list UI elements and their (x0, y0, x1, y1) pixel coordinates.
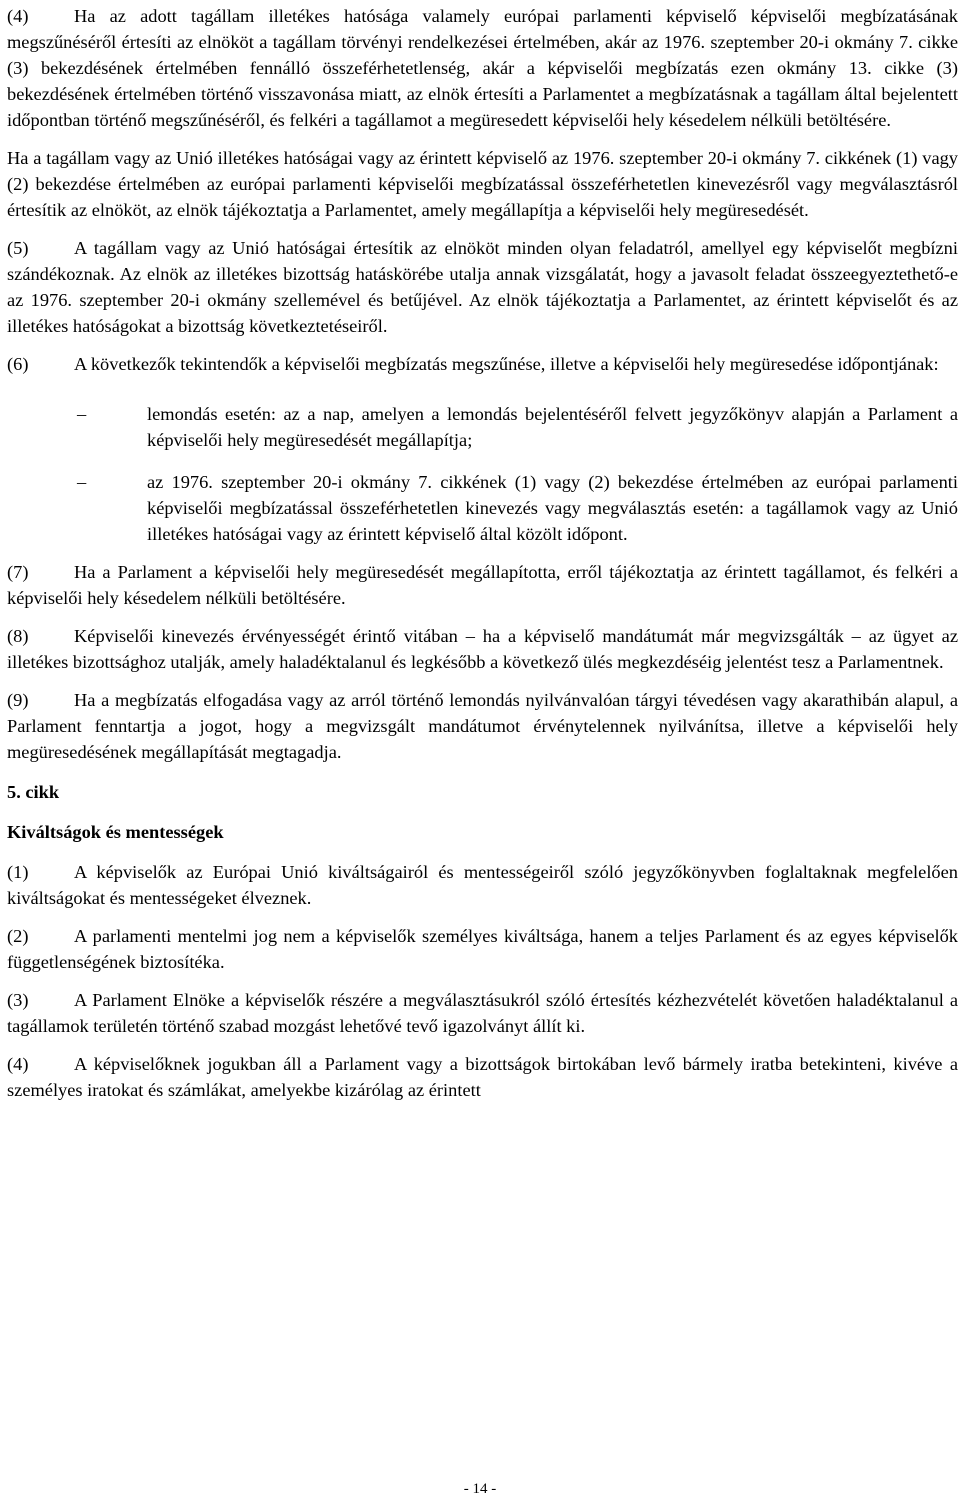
document-page (7, 3, 958, 1115)
paragraph-text: Ha a tagállam vagy az Unió illetékes hatóságai vagy az érintett képviselő az 1976. szeptember 20-i okmány 7. cikkének (1) vagy (2) bekezdése értelmében az európai parlamenti képviselői megbízatással összeférhetetlen kinevezésről vagy megválasztásról értesítik az elnököt, az elnök tájékoztatja a Parlamentet, amely megállapítja a képviselői hely megüresedését. (7, 148, 958, 220)
list-item (7, 469, 958, 547)
article-paragraph-1 (7, 859, 958, 911)
article-number: 5. cikk (7, 782, 60, 802)
paragraph-4-continuation (7, 145, 958, 223)
paragraph-9 (7, 687, 958, 765)
list-item (7, 401, 958, 453)
page-number: - 14 - (463, 1481, 497, 1497)
paragraph-text: Ha a megbízatás elfogadása vagy az arról történő lemondás nyilvánvalóan tárgyi tévedésen vagy akarathibán alapul, a Parlament fenntartja a jogot, hogy a megvizsgált mandátumot érvénytelennek nyilvánítsa, illetve a képviselői hely megüresedésének megállapítását megtagadja. (7, 690, 958, 762)
paragraph-number: (5) (7, 238, 29, 258)
paragraph-text: Ha a Parlament a képviselői hely megüresedését megállapította, erről tájékoztatja az érintett tagállamot, és felkéri a képviselői hely késedelem nélküli betöltésére. (7, 562, 958, 608)
paragraph-8 (7, 623, 958, 675)
paragraph-number: (7) (7, 562, 29, 582)
paragraph-text: Képviselői kinevezés érvényességét érintő vitában – ha a képviselő mandátumát már megvizsgálták – az ügyet az illetékes bizottsághoz utalják, amely haladéktalanul és legkésőbb a következő ülés megkezdéséig jelentést tesz a Parlamentnek. (7, 626, 958, 672)
paragraph-text: A következők tekintendők a képviselői megbízatás megszűnése, illetve a képviselői hely megüresedése időpontjának: (74, 354, 939, 374)
paragraph-number: (4) (7, 1054, 29, 1074)
article-paragraph-3 (7, 987, 958, 1039)
paragraph-7 (7, 559, 958, 611)
paragraph-5 (7, 235, 958, 339)
paragraph-text: A tagállam vagy az Unió hatóságai értesítik az elnököt minden olyan feladatról, amellyel egy képviselőt megbízni szándékoznak. Az elnök az illetékes bizottság hatáskörébe utalja annak vizsgálatát, hogy a javasolt feladat összeegyeztethető-e az 1976. szeptember 20-i okmány szellemével és betűjével. Az elnök tájékoztatja a Parlamentet, az érintett képviselőt és az illetékes hatóságokat a bizottság következtetéseiről. (7, 238, 958, 336)
list-item-text: lemondás esetén: az a nap, amelyen a lemondás bejelentéséről felvett jegyzőkönyv alapján a Parlament a képviselői hely megüresedését megállapítja; (147, 404, 958, 450)
paragraph-number: (4) (7, 6, 29, 26)
paragraph-number: (9) (7, 690, 29, 710)
paragraph-text: A parlamenti mentelmi jog nem a képviselők személyes kiváltsága, hanem a teljes Parlament és az egyes képviselők függetlenségének biztosítéka. (7, 926, 958, 972)
paragraph-text: A képviselők az Európai Unió kiváltságairól és mentességeiről szóló jegyzőkönyvben foglaltaknak megfelelően kiváltságokat és mentességeket élveznek. (7, 862, 958, 908)
article-paragraph-4 (7, 1051, 958, 1103)
paragraph-text: Ha az adott tagállam illetékes hatósága valamely európai parlamenti képviselő képviselői megbízatásának megszűnéséről értesíti az elnököt a tagállam törvényi rendelkezései értelmében, akár az 1976. szeptember 20-i okmány 7. cikke (3) bekezdésének értelmében fennálló összeférhetetlenség, akár a képviselői megbízatás ezen okmány 13. cikke (3) bekezdésének értelmében történő visszavonása miatt, az elnök értesíti a Parlamentet a megbízatásnak a tagállam által bejelentett időpontban történő megszűnéséről, és felkéri a tagállamot a megüresedett képviselői hely késedelem nélküli betöltésére. (7, 6, 958, 130)
article-paragraph-2 (7, 923, 958, 975)
dash-bullet: – (77, 472, 87, 492)
paragraph-number: (1) (7, 862, 29, 882)
paragraph-number: (3) (7, 990, 29, 1010)
paragraph-6 (7, 351, 958, 377)
paragraph-text: A képviselőknek jogukban áll a Parlament vagy a bizottságok birtokában levő bármely iratba betekinteni, kivéve a személyes iratokat és számlákat, amelyekbe kizárólag az érintett (7, 1054, 958, 1100)
paragraph-number: (2) (7, 926, 29, 946)
dash-bullet: – (77, 404, 87, 424)
paragraph-number: (8) (7, 626, 29, 646)
paragraph-text: A Parlament Elnöke a képviselők részére a megválasztásukról szóló értesítés kézhezvételét követően haladéktalanul a tagállamok területén történő szabad mozgást lehetővé tevő igazolványt állít ki. (7, 990, 958, 1036)
paragraph-number: (6) (7, 354, 29, 374)
list-item-text: az 1976. szeptember 20-i okmány 7. cikkének (1) vagy (2) bekezdése értelmében az európai parlamenti képviselői megbízatással összeférhetetlen kinevezés vagy megválasztás esetén: a tagállamok vagy az Unió illetékes hatóságai vagy az érintett képviselő által közölt időpont. (147, 472, 958, 544)
paragraph-4 (7, 3, 958, 133)
article-title: Kiváltságok és mentességek (7, 822, 224, 842)
